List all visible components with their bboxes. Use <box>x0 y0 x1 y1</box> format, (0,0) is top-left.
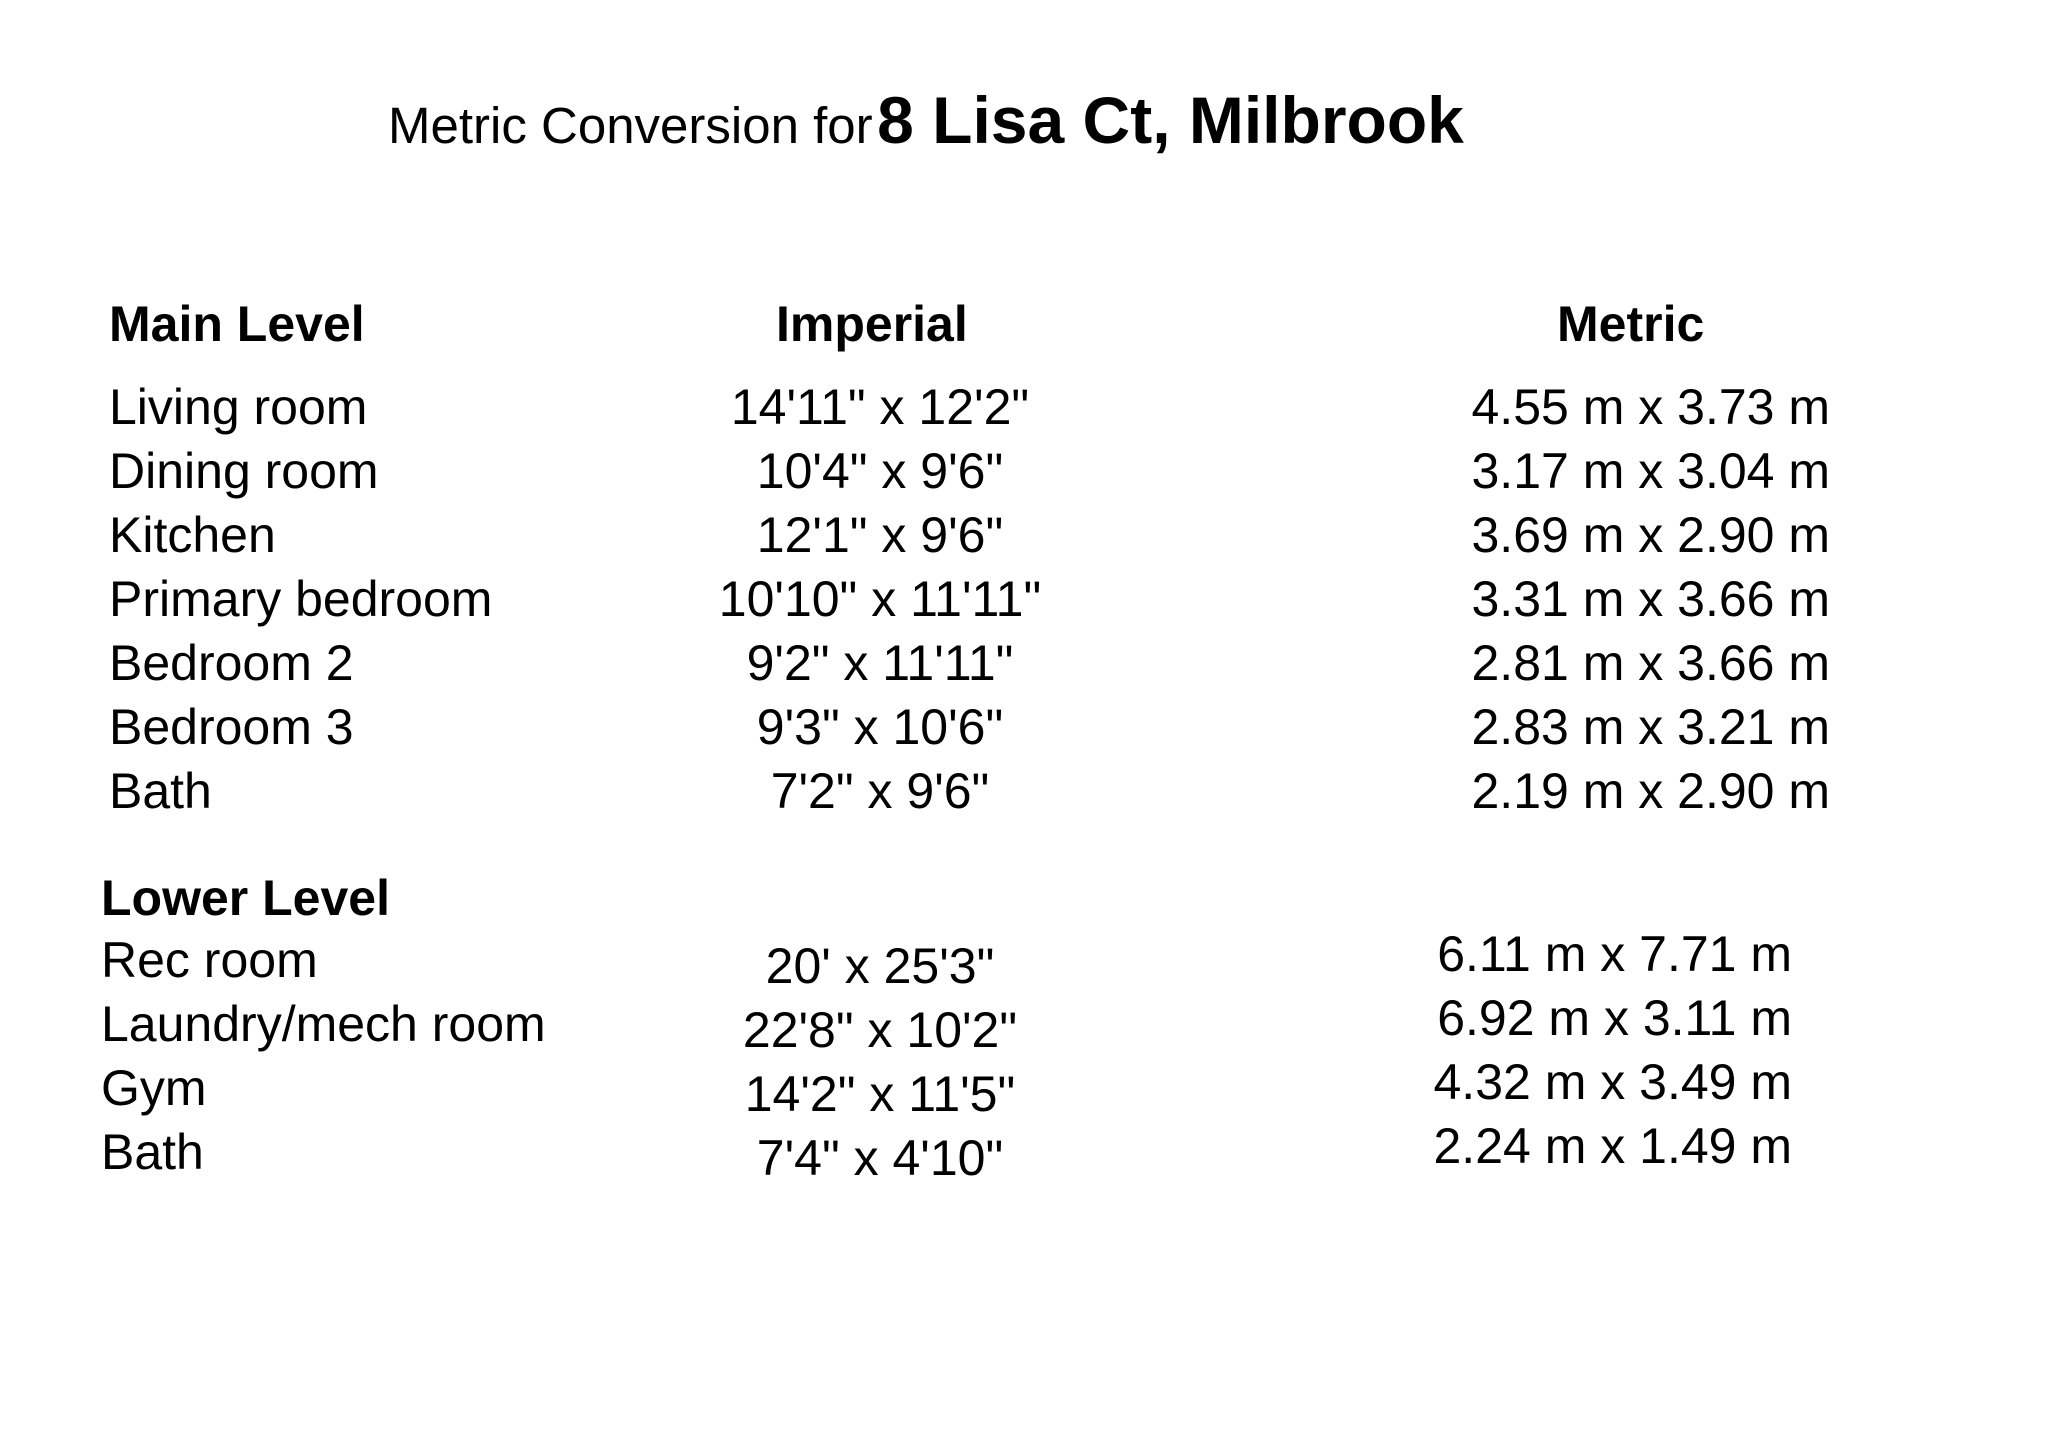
room-name: Bath <box>109 763 212 819</box>
room-name: Laundry/mech room <box>101 996 546 1052</box>
imperial-dimensions: 12'1" x 9'6" <box>756 507 1004 563</box>
metric-dimensions: 2.24 m x 1.49 m <box>1433 1118 1792 1174</box>
room-name: Bedroom 2 <box>109 635 354 691</box>
imperial-dimensions: 14'11" x 12'2" <box>730 379 1030 435</box>
metric-dimensions: 2.83 m x 3.21 m <box>1471 699 1830 755</box>
metric-dimensions: 3.69 m x 2.90 m <box>1471 507 1830 563</box>
table-row <box>0 635 2048 699</box>
room-name: Bedroom 3 <box>109 699 354 755</box>
metric-dimensions: 4.55 m x 3.73 m <box>1471 379 1830 435</box>
imperial-column-heading: Imperial <box>776 296 968 352</box>
table-row <box>0 379 2048 443</box>
metric-dimensions: 6.11 m x 7.71 m <box>1437 926 1792 982</box>
table-row <box>0 926 2048 996</box>
table-row <box>0 507 2048 571</box>
imperial-dimensions: 9'3" x 10'6" <box>756 699 1004 755</box>
table-row <box>0 1118 2048 1188</box>
room-name: Bath <box>101 1124 204 1180</box>
imperial-dimensions: 10'10" x 11'11" <box>718 571 1042 627</box>
imperial-dimensions: 7'2" x 9'6" <box>770 763 990 819</box>
table-row <box>0 443 2048 507</box>
table-row <box>0 990 2048 1060</box>
imperial-dimensions: 10'4" x 9'6" <box>756 443 1004 499</box>
room-name: Primary bedroom <box>109 571 493 627</box>
table-row <box>0 571 2048 635</box>
metric-dimensions: 2.19 m x 2.90 m <box>1471 763 1830 819</box>
metric-dimensions: 4.32 m x 3.49 m <box>1433 1054 1792 1110</box>
imperial-dimensions: 22'8" x 10'2" <box>742 1002 1018 1058</box>
room-name: Living room <box>109 379 368 435</box>
imperial-dimensions: 14'2" x 11'5" <box>744 1066 1016 1122</box>
page-title <box>388 82 1464 158</box>
metric-dimensions: 3.31 m x 3.66 m <box>1471 571 1830 627</box>
metric-dimensions: 6.92 m x 3.11 m <box>1437 990 1792 1046</box>
main-level-heading: Main Level <box>109 296 365 352</box>
imperial-dimensions: 20' x 25'3" <box>765 938 995 994</box>
table-row <box>0 1054 2048 1124</box>
room-name: Rec room <box>101 932 318 988</box>
imperial-dimensions: 9'2" x 11'11" <box>746 635 1014 691</box>
room-name: Gym <box>101 1060 207 1116</box>
lower-level-heading: Lower Level <box>101 870 390 926</box>
imperial-dimensions: 7'4" x 4'10" <box>756 1130 1004 1186</box>
title-address: 8 Lisa Ct, Milbrook <box>877 83 1464 157</box>
room-name: Kitchen <box>109 507 276 563</box>
room-name: Dining room <box>109 443 379 499</box>
metric-column-heading: Metric <box>1557 296 1705 352</box>
table-row <box>0 699 2048 763</box>
metric-dimensions: 3.17 m x 3.04 m <box>1471 443 1830 499</box>
title-prefix: Metric Conversion for <box>388 97 873 154</box>
table-row <box>0 763 2048 827</box>
metric-dimensions: 2.81 m x 3.66 m <box>1471 635 1830 691</box>
